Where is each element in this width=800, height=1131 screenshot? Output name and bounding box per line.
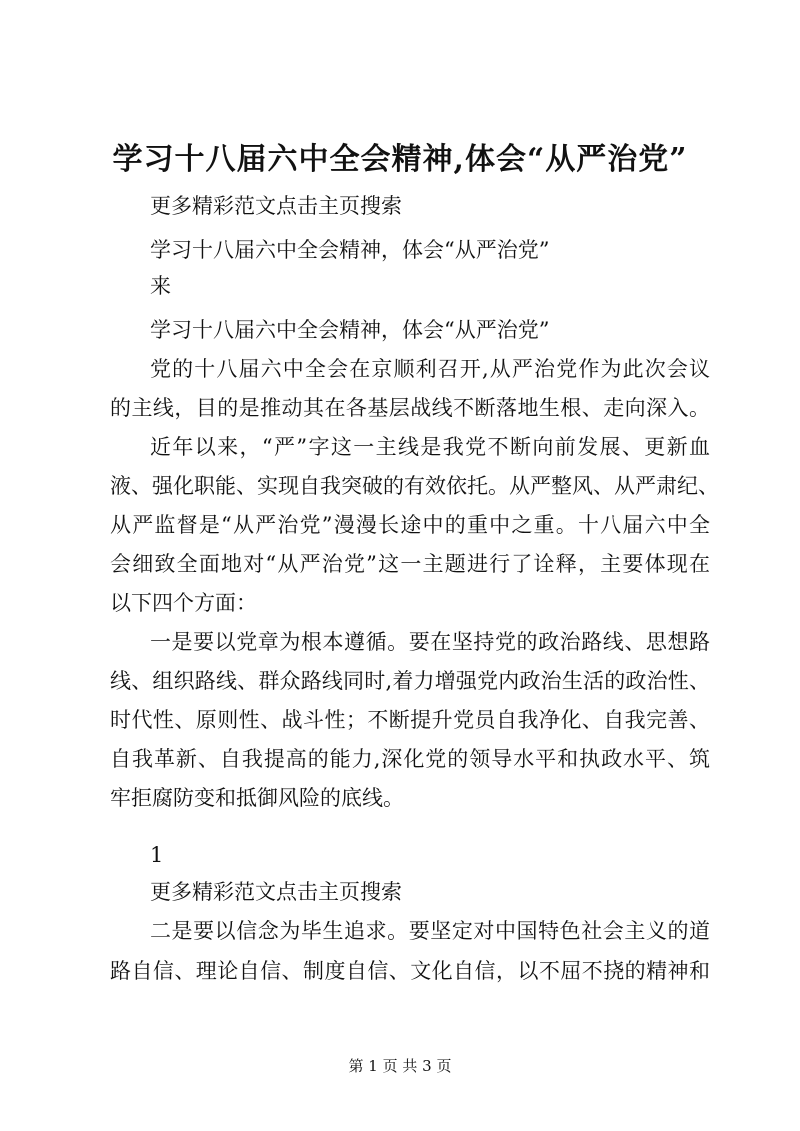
paragraph-4-line-2: 路自信、理论自信、制度自信、文化自信，以不屈不挠的精神和 <box>110 959 710 983</box>
paragraph-1-line-1: 党的十八届六中全会在京顺利召开,从严治党作为此次会议 <box>150 357 710 381</box>
paragraph-2-line-3: 从严监督是“从严治党”漫漫长途中的重中之重。十八届六中全 <box>110 513 710 537</box>
header-link-text: 更多精彩范文点击主页搜索 <box>150 194 402 218</box>
paragraph-3-line-2: 线、组织路线、群众路线同时,着力增强党内政治生活的政治性、 <box>110 669 710 693</box>
inline-page-number: 1 <box>150 843 164 867</box>
page-title: 学习十八届六中全会精神,体会“从严治党” <box>112 142 688 177</box>
paragraph-2-line-5: 以下四个方面： <box>110 591 257 615</box>
paragraph-2-line-4: 会细致全面地对“从严治党”这一主题进行了诠释，主要体现在 <box>110 552 710 576</box>
paragraph-3-line-3: 时代性、原则性、战斗性；不断提升党员自我净化、自我完善、 <box>110 708 710 732</box>
paragraph-2-line-2: 液、强化职能、实现自我突破的有效依托。从严整风、从严肃纪、 <box>110 474 719 498</box>
paragraph-2-line-1: 近年以来，“严”字这一主线是我党不断向前发展、更新血 <box>150 435 710 459</box>
paragraph-3-line-5: 牢拒腐防变和抵御风险的底线。 <box>110 786 404 810</box>
header-link-text-repeat: 更多精彩范文点击主页搜索 <box>150 880 402 904</box>
paragraph-3-line-1: 一是要以党章为根本遵循。要在坚持党的政治路线、思想路 <box>150 630 710 654</box>
paragraph-1-line-2: 的主线，目的是推动其在各基层战线不断落地生根、走向深入。 <box>110 396 710 420</box>
subtitle-repeat: 学习十八届六中全会精神，体会“从严治党” <box>150 318 550 342</box>
subtitle: 学习十八届六中全会精神，体会“从严治党” <box>150 238 550 262</box>
source-label: 来 <box>150 274 171 298</box>
page-footer: 第 1 页 共 3 页 <box>348 1057 452 1075</box>
paragraph-4-line-1: 二是要以信念为毕生追求。要坚定对中国特色社会主义的道 <box>150 919 710 943</box>
paragraph-3-line-4: 自我革新、自我提高的能力,深化党的领导水平和执政水平、筑 <box>110 747 710 771</box>
